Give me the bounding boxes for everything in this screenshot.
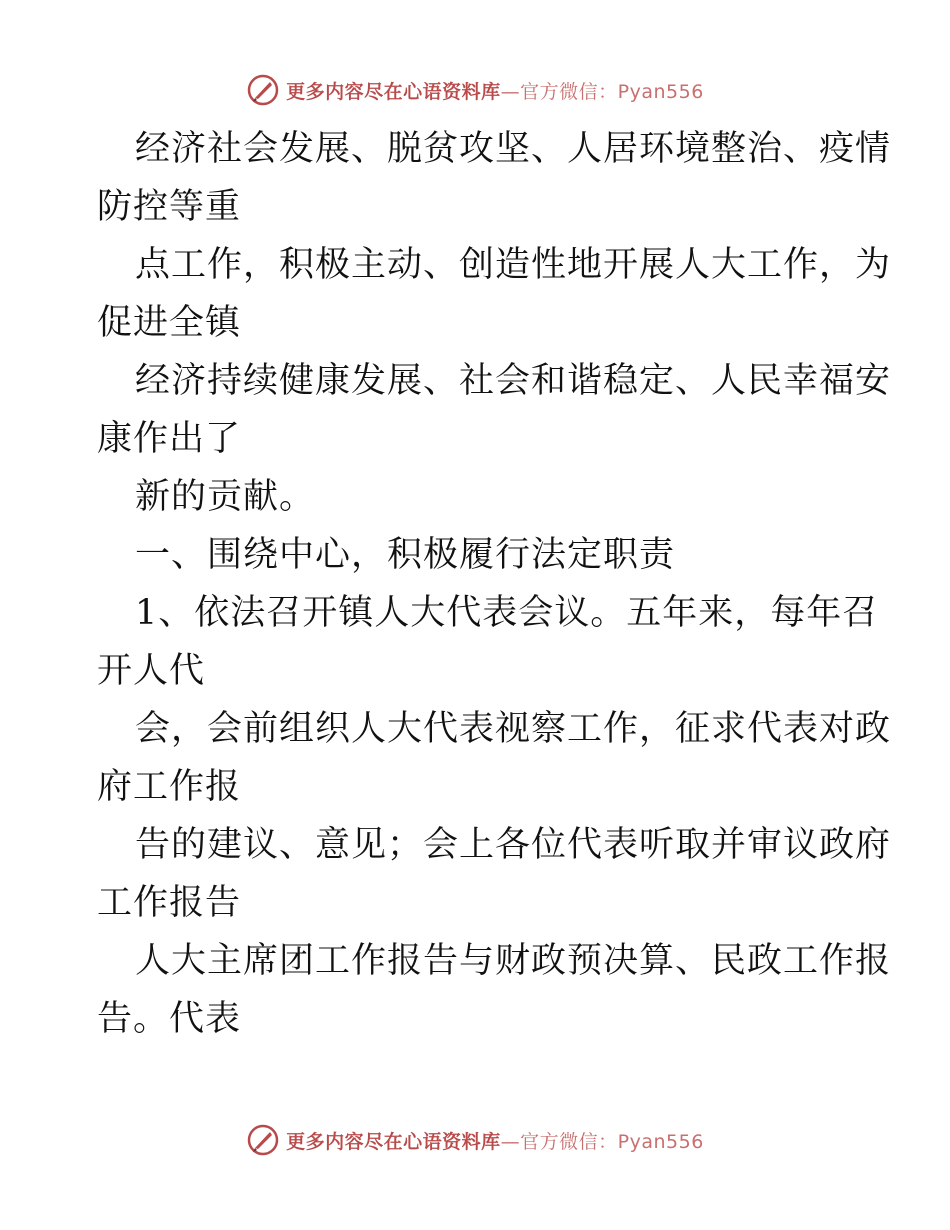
watermark-sub-text: —官方微信：Pyan556 (500, 80, 704, 103)
paragraph-line: 告的建议、意见；会上各位代表听取并审议政府 (135, 825, 892, 865)
paragraph-line: 人大主席团工作报告与财政预决算、民政工作报 (135, 941, 892, 981)
header-watermark (0, 70, 950, 110)
watermark-main-text: 更多内容尽在心语资料库 (286, 80, 501, 103)
paragraph-line: 经济社会发展、脱贫攻坚、人居环境整治、疫情 (135, 129, 892, 169)
quill-logo-icon (246, 73, 280, 107)
paragraph-line: 告。代表 (97, 999, 242, 1039)
paragraph-line: 府工作报 (97, 767, 242, 807)
quill-logo-icon (246, 1123, 280, 1157)
paragraph-line: 防控等重 (97, 187, 242, 227)
paragraph-line: 一、围绕中心，积极履行法定职责 (135, 535, 676, 575)
paragraph-line: 1、依法召开镇人大代表会议。五年来，每年召 (135, 593, 879, 633)
paragraph-line: 开人代 (97, 651, 206, 691)
paragraph-line: 经济持续健康发展、社会和谐稳定、人民幸福安 (135, 361, 892, 401)
footer-watermark (0, 1120, 950, 1160)
paragraph-line: 康作出了 (97, 419, 242, 459)
document-body (97, 120, 892, 1048)
paragraph-line: 促进全镇 (97, 303, 242, 343)
watermark-main-text: 更多内容尽在心语资料库 (286, 1130, 501, 1153)
paragraph-line: 新的贡献。 (135, 477, 316, 517)
paragraph-line: 会，会前组织人大代表视察工作，征求代表对政 (135, 709, 892, 749)
paragraph-line: 工作报告 (97, 883, 242, 923)
watermark-sub-text: —官方微信：Pyan556 (500, 1130, 704, 1153)
paragraph-line: 点工作，积极主动、创造性地开展人大工作，为 (135, 245, 892, 285)
